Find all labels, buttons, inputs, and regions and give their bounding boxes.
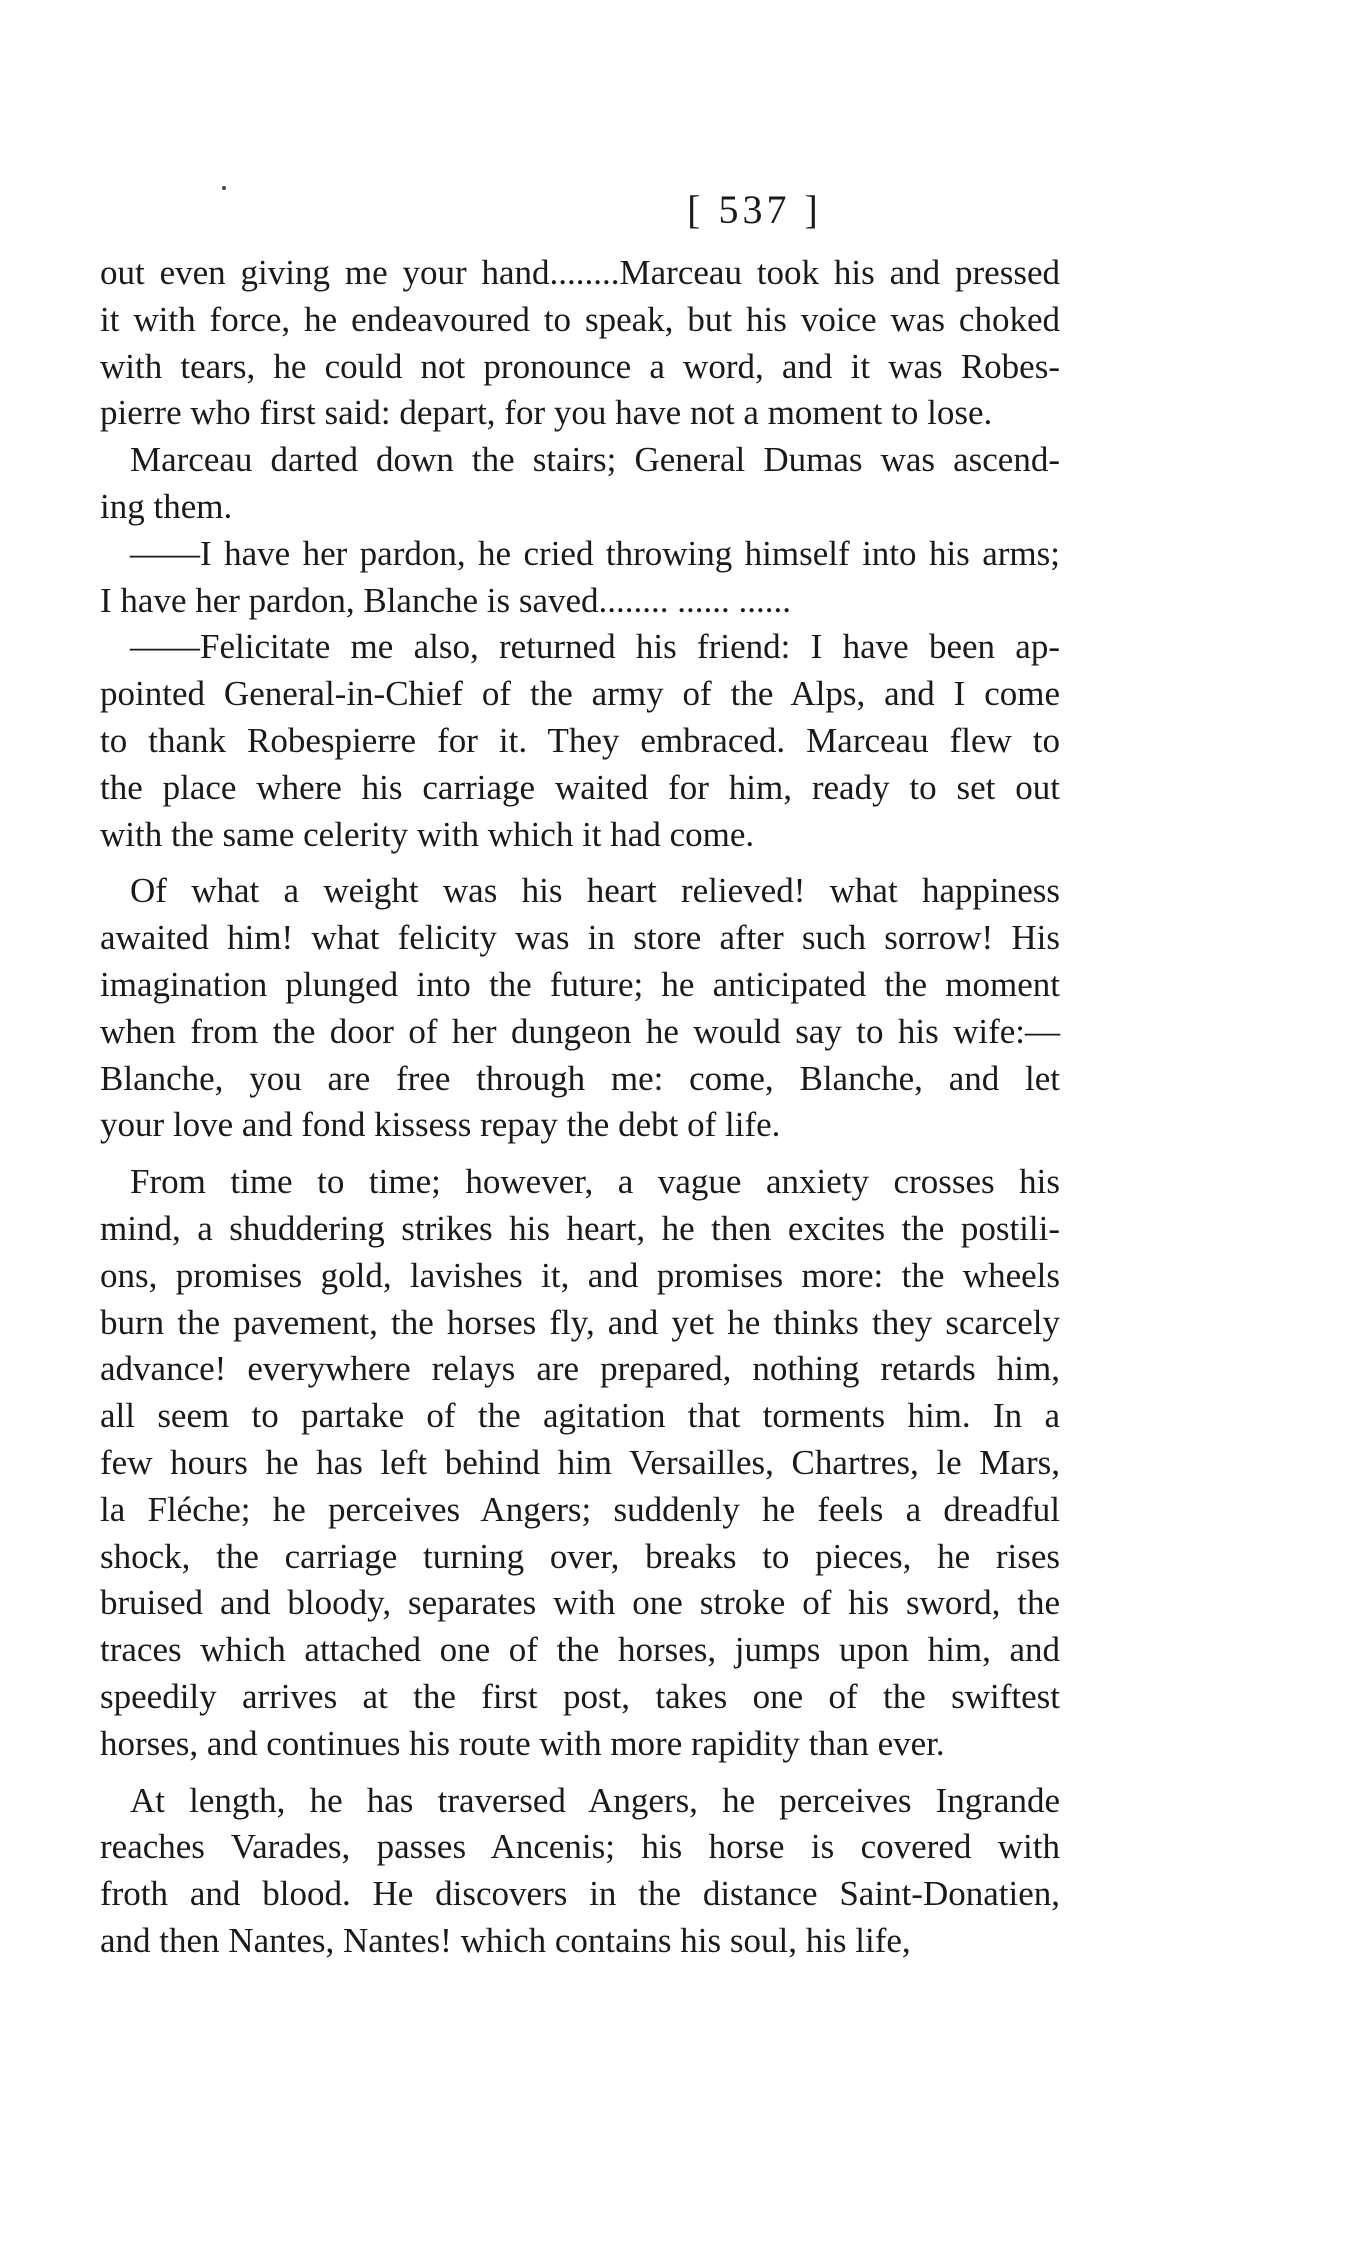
paragraph xyxy=(100,868,1060,1149)
paragraph xyxy=(100,624,1060,858)
text-line: ing them. xyxy=(100,486,233,526)
page-body-text xyxy=(100,250,1060,1965)
text-line: awaited him! what felicity was in store after such sorrow! His xyxy=(100,918,1060,958)
text-line: out even giving me your hand........Marceau took his and pressed xyxy=(100,253,1060,292)
text-line: with the same celerity with which it had come. xyxy=(100,814,755,854)
text-line: reaches Varades, passes Ancenis; his horse is covered with xyxy=(100,1827,1060,1867)
text-line: ons, promises gold, lavishes it, and promises more: the wheels xyxy=(100,1255,1060,1295)
text-line: froth and blood. He discovers in the distance Saint-Donatien, xyxy=(100,1874,1060,1914)
text-line: bruised and bloody, separates with one stroke of his sword, the xyxy=(100,1583,1060,1623)
paragraph-gap xyxy=(100,1768,1060,1778)
text-line: Blanche, you are free through me: come, Blanche, and let xyxy=(100,1058,1060,1098)
text-line: ——I have her pardon, he cried throwing himself into his arms; xyxy=(130,533,1060,573)
text-line: From time to time; however, a vague anxiety crosses his xyxy=(130,1162,1060,1202)
text-line: shock, the carriage turning over, breaks to pieces, he rises xyxy=(100,1536,1060,1576)
paragraph xyxy=(100,250,1060,437)
text-line: pierre who first said: depart, for you have not a moment to lose. xyxy=(100,393,993,433)
text-line: imagination plunged into the future; he anticipated the moment xyxy=(100,964,1060,1004)
text-line: mind, a shuddering strikes his heart, he then excites the postili- xyxy=(100,1208,1060,1248)
text-line: with tears, he could not pronounce a word, and it was Robes- xyxy=(100,346,1060,386)
paragraph-gap xyxy=(100,1149,1060,1159)
text-line: to thank Robespierre for it. They embraced. Marceau flew to xyxy=(100,720,1060,760)
text-line: speedily arrives at the first post, takes one of the swiftest xyxy=(100,1676,1060,1716)
text-line: your love and fond kissess repay the debt of life. xyxy=(100,1105,781,1145)
text-line: Marceau darted down the stairs; General Dumas was ascend- xyxy=(130,440,1060,480)
text-line: pointed General-in-Chief of the army of the Alps, and I come xyxy=(100,674,1060,714)
text-line: few hours he has left behind him Versailles, Chartres, le Mars, xyxy=(100,1442,1060,1482)
text-line: advance! everywhere relays are prepared, nothing retards him, xyxy=(100,1349,1060,1389)
text-line: and then Nantes, Nantes! which contains his soul, his life, xyxy=(100,1920,911,1960)
text-line: At length, he has traversed Angers, he perceives Ingrande xyxy=(130,1780,1060,1820)
page-number: [ 537 ] xyxy=(687,187,822,232)
paragraph xyxy=(100,531,1060,625)
paragraph-gap xyxy=(100,858,1060,868)
paragraph xyxy=(100,437,1060,531)
text-line: it with force, he endeavoured to speak, but his voice was choked xyxy=(100,299,1060,339)
text-line: I have her pardon, Blanche is saved........ ...... ...... xyxy=(100,580,792,620)
paragraph xyxy=(100,1159,1060,1767)
text-line: la Fléche; he perceives Angers; suddenly he feels a dreadful xyxy=(100,1489,1060,1529)
text-line: ——Felicitate me also, returned his friend: I have been ap- xyxy=(130,627,1060,667)
text-line: burn the pavement, the horses fly, and yet he thinks they scarcely xyxy=(100,1302,1060,1342)
text-line: when from the door of her dungeon he would say to his wife:— xyxy=(100,1011,1060,1051)
text-line: traces which attached one of the horses, jumps upon him, and xyxy=(100,1630,1060,1670)
text-line: the place where his carriage waited for him, ready to set out xyxy=(100,767,1060,807)
paragraph xyxy=(100,1778,1060,1965)
text-line: Of what a weight was his heart relieved! what happiness xyxy=(130,871,1060,911)
text-line: all seem to partake of the agitation that torments him. In a xyxy=(100,1396,1060,1436)
text-line: horses, and continues his route with more rapidity than ever. xyxy=(100,1723,945,1763)
